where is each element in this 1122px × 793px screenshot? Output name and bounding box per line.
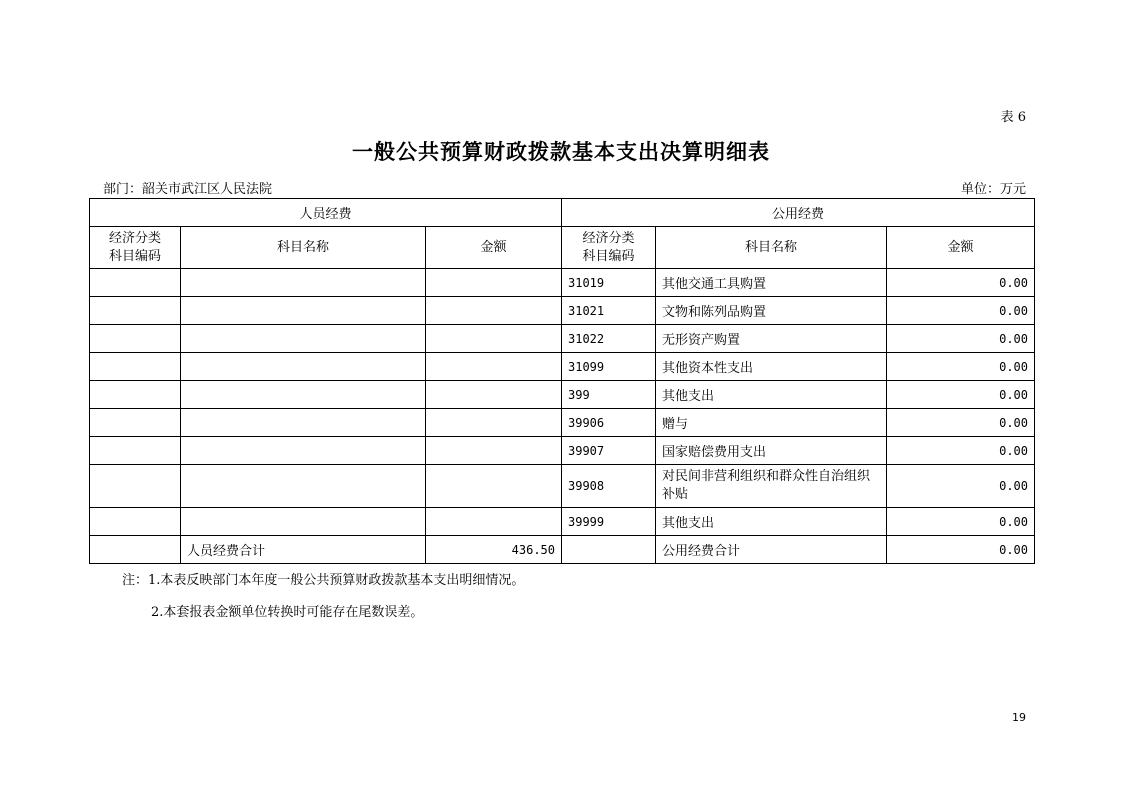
personnel-name-cell: [181, 297, 426, 325]
public-amount-cell: 0.00: [887, 508, 1035, 536]
public-code-cell: 39906: [562, 409, 656, 437]
personnel-amount-cell: [426, 465, 562, 508]
personnel-total-label: 人员经费合计: [181, 536, 426, 564]
col-header-public-amount: 金额: [887, 227, 1035, 269]
page-title: 一般公共预算财政拨款基本支出决算明细表: [352, 139, 770, 164]
personnel-name-cell: [181, 508, 426, 536]
table-row: [90, 465, 1035, 508]
personnel-code-cell: [90, 508, 181, 536]
unit-label: 单位：万元: [960, 182, 1026, 197]
personnel-name-cell: [181, 465, 426, 508]
personnel-group-header: 人员经费: [90, 199, 562, 227]
public-name-cell: 无形资产购置: [656, 325, 887, 353]
personnel-amount-cell: [426, 269, 562, 297]
personnel-name-cell: [181, 353, 426, 381]
table-row: [90, 325, 1035, 353]
page-number: 19: [1012, 711, 1026, 724]
personnel-name-cell: [181, 381, 426, 409]
personnel-code-cell: [90, 409, 181, 437]
public-amount-cell: 0.00: [887, 353, 1035, 381]
public-total-label: 公用经费合计: [656, 536, 887, 564]
public-group-header: 公用经费: [562, 199, 1035, 227]
personnel-name-cell: [181, 269, 426, 297]
table-row: [90, 269, 1035, 297]
public-total-amount: 0.00: [887, 536, 1035, 564]
public-name-cell: 赠与: [656, 409, 887, 437]
personnel-amount-cell: [426, 508, 562, 536]
table-row: [90, 297, 1035, 325]
table-row: [90, 437, 1035, 465]
table-row: [90, 409, 1035, 437]
public-total-code-cell: [562, 536, 656, 564]
public-amount-cell: 0.00: [887, 269, 1035, 297]
public-code-cell: 31021: [562, 297, 656, 325]
public-code-cell: 39999: [562, 508, 656, 536]
personnel-code-cell: [90, 297, 181, 325]
public-name-cell: 其他资本性支出: [656, 353, 887, 381]
personnel-total-amount: 436.50: [426, 536, 562, 564]
personnel-code-cell: [90, 325, 181, 353]
public-amount-cell: 0.00: [887, 381, 1035, 409]
public-name-cell: 其他交通工具购置: [656, 269, 887, 297]
note-1: 注：1.本表反映部门本年度一般公共预算财政拨款基本支出明细情况。: [122, 573, 525, 588]
public-code-cell: 31022: [562, 325, 656, 353]
table-row: [90, 353, 1035, 381]
public-amount-cell: 0.00: [887, 325, 1035, 353]
personnel-name-cell: [181, 437, 426, 465]
col-header-personnel-code: 经济分类 科目编码: [90, 227, 181, 269]
personnel-code-cell: [90, 269, 181, 297]
public-code-cell: 399: [562, 381, 656, 409]
department-label: 部门：韶关市武江区人民法院: [103, 182, 273, 197]
col-header-public-name: 科目名称: [656, 227, 887, 269]
personnel-code-cell: [90, 353, 181, 381]
personnel-amount-cell: [426, 437, 562, 465]
personnel-code-cell: [90, 437, 181, 465]
table-number: 表 6: [1000, 110, 1026, 125]
group-header-row: [90, 199, 1035, 227]
public-code-cell: 39908: [562, 465, 656, 508]
totals-row: [90, 536, 1035, 564]
public-name-cell: 文物和陈列品购置: [656, 297, 887, 325]
personnel-code-cell: [90, 381, 181, 409]
personnel-amount-cell: [426, 409, 562, 437]
personnel-amount-cell: [426, 381, 562, 409]
public-amount-cell: 0.00: [887, 297, 1035, 325]
public-name-cell: 其他支出: [656, 381, 887, 409]
public-name-cell: 国家赔偿费用支出: [656, 437, 887, 465]
public-amount-cell: 0.00: [887, 437, 1035, 465]
public-name-cell: 其他支出: [656, 508, 887, 536]
note-2: 2.本套报表金额单位转换时可能存在尾数误差。: [151, 605, 424, 620]
table-row: [90, 381, 1035, 409]
col-header-personnel-name: 科目名称: [181, 227, 426, 269]
expenditure-detail-table: [89, 198, 1035, 564]
col-header-personnel-amount: 金额: [426, 227, 562, 269]
public-code-cell: 39907: [562, 437, 656, 465]
personnel-code-cell: [90, 465, 181, 508]
col-header-public-code: 经济分类 科目编码: [562, 227, 656, 269]
public-code-cell: 31019: [562, 269, 656, 297]
public-name-cell: 对民间非营利组织和群众性自治组织补贴: [656, 465, 887, 508]
personnel-name-cell: [181, 409, 426, 437]
personnel-amount-cell: [426, 353, 562, 381]
personnel-amount-cell: [426, 325, 562, 353]
public-amount-cell: 0.00: [887, 409, 1035, 437]
column-header-row: [90, 227, 1035, 269]
public-code-cell: 31099: [562, 353, 656, 381]
personnel-amount-cell: [426, 297, 562, 325]
personnel-name-cell: [181, 325, 426, 353]
table-row: [90, 508, 1035, 536]
public-amount-cell: 0.00: [887, 465, 1035, 508]
personnel-total-code-cell: [90, 536, 181, 564]
